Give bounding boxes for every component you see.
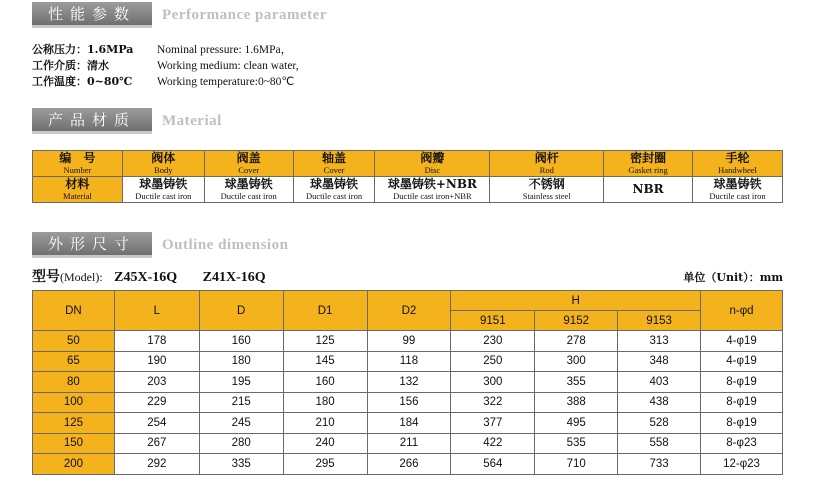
cell-nd: 8-φ19	[701, 413, 783, 434]
cell-h-9152: 300	[535, 351, 618, 372]
material-header-en: Disc	[424, 165, 441, 175]
material-header-zh: 密封圈	[630, 151, 667, 165]
column-header-nd: n-φd	[701, 291, 783, 331]
cell-dn: 65	[33, 351, 115, 372]
material-value-en: Material	[63, 191, 92, 201]
cell-d: 160	[199, 331, 283, 352]
material-header-zh: 阀杆	[534, 151, 559, 165]
cell-dn: 150	[33, 433, 115, 454]
material-header-cell	[204, 151, 293, 177]
material-value-cell	[204, 177, 293, 203]
cell-l: 178	[114, 331, 199, 352]
cell-nd: 12-φ23	[701, 454, 783, 475]
model-label-english: (Model):	[60, 270, 103, 284]
outline-section-header	[32, 232, 288, 258]
cell-d2: 266	[367, 454, 451, 475]
material-header-en: Gasket ring	[628, 165, 668, 175]
cell-d1: 240	[283, 433, 367, 454]
performance-parameters	[32, 42, 299, 90]
material-header-cell	[693, 151, 783, 177]
material-value-zh: 不锈钢	[528, 177, 565, 191]
column-header-l: L	[114, 291, 199, 331]
cell-d2: 99	[367, 331, 451, 352]
cell-h-9151: 250	[451, 351, 535, 372]
material-value-en: Ductile cast iron	[220, 191, 277, 201]
cell-dn: 50	[33, 331, 115, 352]
cell-h-9153: 403	[618, 372, 701, 393]
material-value-zh: 球墨铸铁	[224, 177, 273, 191]
performance-section-header	[32, 2, 327, 28]
table-row	[33, 413, 783, 434]
material-table	[32, 150, 783, 203]
cell-h-9152: 388	[535, 392, 618, 413]
cell-d: 245	[199, 413, 283, 434]
column-header-dn: DN	[33, 291, 115, 331]
material-value-cell	[375, 177, 490, 203]
material-header-cell	[122, 151, 204, 177]
column-header-h-9153: 9153	[618, 311, 701, 331]
cell-h-9153: 348	[618, 351, 701, 372]
cell-l: 203	[114, 372, 199, 393]
material-value-cell	[490, 177, 604, 203]
cell-d1: 125	[283, 331, 367, 352]
cell-l: 267	[114, 433, 199, 454]
cell-d1: 210	[283, 413, 367, 434]
column-header-h-9151: 9151	[451, 311, 535, 331]
cell-h-9151: 377	[451, 413, 535, 434]
performance-tab-english: Performance parameter	[162, 6, 327, 23]
cell-d1: 145	[283, 351, 367, 372]
material-tab-english: Material	[162, 112, 222, 129]
cell-h-9153: 438	[618, 392, 701, 413]
material-value-en: Ductile cast iron	[135, 191, 192, 201]
model-number: Z41X-16Q	[202, 270, 266, 285]
cell-d2: 184	[367, 413, 451, 434]
material-header-en: Cover	[323, 165, 345, 175]
cell-nd: 8-φ19	[701, 392, 783, 413]
cell-d: 215	[199, 392, 283, 413]
model-label-group	[32, 266, 266, 286]
material-value-zh: 球墨铸铁+NBR	[387, 177, 477, 191]
material-header-cell	[33, 151, 123, 177]
cell-h-9152: 278	[535, 331, 618, 352]
param-temperature-en: Working temperature:0~80℃	[157, 76, 295, 88]
column-header-d: D	[199, 291, 283, 331]
cell-d: 195	[199, 372, 283, 393]
material-header-en: Rod	[539, 165, 554, 175]
material-value-en: Ductile cast iron	[709, 191, 766, 201]
param-medium-zh: 工作介质：清水	[32, 59, 109, 72]
material-value-cell	[293, 177, 375, 203]
material-header-zh: 轴盖	[322, 151, 347, 165]
cell-nd: 4-φ19	[701, 351, 783, 372]
material-section-header	[32, 108, 222, 134]
table-row	[33, 331, 783, 352]
material-header-zh: 手轮	[725, 151, 750, 165]
param-row-temperature	[32, 74, 299, 90]
material-header-zh: 阀体	[151, 151, 176, 165]
param-temperature-zh: 工作温度：0~80℃	[32, 75, 133, 88]
cell-h-9153: 733	[618, 454, 701, 475]
material-value-zh: 球墨铸铁	[310, 177, 359, 191]
cell-l: 229	[114, 392, 199, 413]
model-line	[32, 266, 783, 286]
column-header-d1: D1	[283, 291, 367, 331]
material-header-cell	[604, 151, 693, 177]
material-value-zh: NBR	[632, 182, 664, 196]
material-value-row	[33, 177, 783, 203]
model-number: Z45X-16Q	[114, 270, 178, 285]
cell-h-9153: 528	[618, 413, 701, 434]
cell-nd: 8-φ23	[701, 433, 783, 454]
cell-nd: 4-φ19	[701, 331, 783, 352]
material-value-en: Ductile cast iron+NBR	[393, 191, 472, 201]
material-value-en: Ductile cast iron	[305, 191, 363, 201]
unit-label: 单位（Unit）：mm	[683, 271, 783, 284]
material-header-en: Handwheel	[718, 165, 757, 175]
performance-tab: 性能参数	[32, 2, 152, 28]
table-row	[33, 392, 783, 413]
dimension-table	[32, 290, 783, 475]
cell-dn: 200	[33, 454, 115, 475]
material-value-zh: 球墨铸铁	[713, 177, 762, 191]
cell-dn: 125	[33, 413, 115, 434]
material-header-zh: 阀盖	[236, 151, 261, 165]
param-pressure-zh: 公称压力：1.6MPa	[32, 43, 134, 56]
material-header-cell	[490, 151, 604, 177]
cell-l: 254	[114, 413, 199, 434]
cell-l: 292	[114, 454, 199, 475]
material-header-en: Number	[63, 165, 92, 175]
cell-h-9152: 535	[535, 433, 618, 454]
cell-l: 190	[114, 351, 199, 372]
cell-d1: 180	[283, 392, 367, 413]
material-header-zh: 编 号	[59, 151, 96, 165]
cell-h-9152: 495	[535, 413, 618, 434]
column-header-h-9152: 9152	[535, 311, 618, 331]
cell-d2: 118	[367, 351, 451, 372]
material-header-en: Body	[154, 165, 173, 175]
cell-dn: 100	[33, 392, 115, 413]
param-medium-en: Working medium: clean water,	[157, 60, 299, 72]
param-pressure-en: Nominal pressure: 1.6MPa，	[157, 44, 293, 56]
material-header-en: Cover	[238, 165, 260, 175]
material-value-zh: 材料	[65, 177, 90, 191]
cell-h-9151: 322	[451, 392, 535, 413]
material-header-zh: 阀瓣	[420, 151, 445, 165]
material-header-row	[33, 151, 783, 177]
material-value-cell	[604, 177, 693, 203]
cell-d2: 132	[367, 372, 451, 393]
cell-d: 335	[199, 454, 283, 475]
column-header-h: H	[451, 291, 701, 311]
material-value-cell	[122, 177, 204, 203]
cell-h-9151: 422	[451, 433, 535, 454]
cell-nd: 8-φ19	[701, 372, 783, 393]
table-row	[33, 454, 783, 475]
model-label: 型号	[32, 269, 60, 285]
param-row-medium	[32, 58, 299, 74]
cell-h-9151: 564	[451, 454, 535, 475]
param-row-pressure	[32, 42, 299, 58]
outline-tab-english: Outline dimension	[162, 236, 289, 253]
table-row	[33, 372, 783, 393]
cell-h-9152: 355	[535, 372, 618, 393]
cell-d1: 160	[283, 372, 367, 393]
cell-d: 280	[199, 433, 283, 454]
table-row	[33, 433, 783, 454]
cell-d: 180	[199, 351, 283, 372]
cell-h-9152: 710	[535, 454, 618, 475]
material-tab: 产品材质	[32, 108, 152, 134]
cell-d2: 156	[367, 392, 451, 413]
material-value-cell	[33, 177, 123, 203]
cell-h-9153: 558	[618, 433, 701, 454]
cell-d2: 211	[367, 433, 451, 454]
cell-d1: 295	[283, 454, 367, 475]
column-header-d2: D2	[367, 291, 451, 331]
material-header-cell	[375, 151, 490, 177]
cell-dn: 80	[33, 372, 115, 393]
material-value-zh: 球墨铸铁	[139, 177, 188, 191]
outline-tab: 外形尺寸	[32, 232, 152, 258]
cell-h-9151: 230	[451, 331, 535, 352]
material-header-cell	[293, 151, 375, 177]
table-row	[33, 351, 783, 372]
cell-h-9153: 313	[618, 331, 701, 352]
material-value-en: Stainless steel	[522, 191, 571, 201]
cell-h-9151: 300	[451, 372, 535, 393]
material-value-cell	[693, 177, 783, 203]
